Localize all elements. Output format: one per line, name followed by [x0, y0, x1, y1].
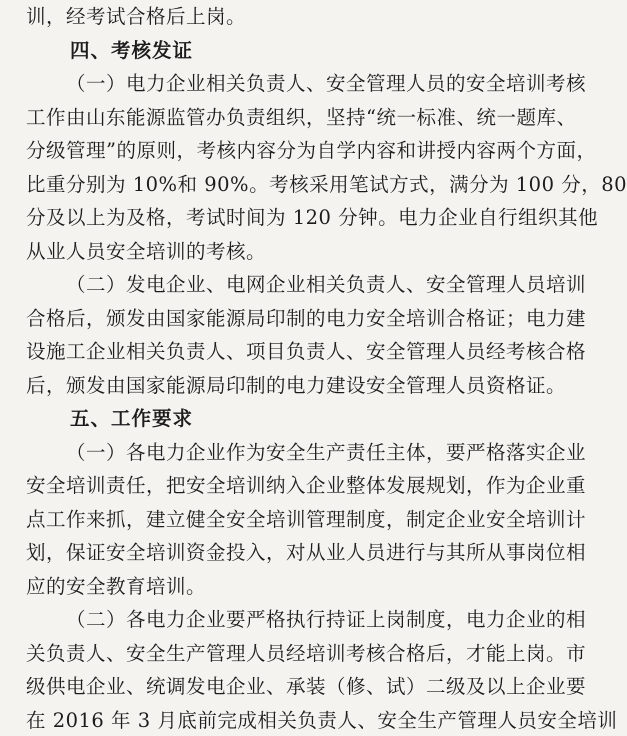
text-line: 从业人员安全培训的考核。 — [26, 239, 267, 263]
text-line: 训，经考试合格后上岗。 — [26, 5, 247, 28]
text-line: 关负责人、安全生产管理人员经培训考核合格后，才能上岗。市 — [26, 641, 587, 665]
text-line: 级供电企业、统调发电企业、承装（修、试）二级及以上企业要 — [26, 675, 587, 698]
text-line: 点工作来抓，建立健全安全培训管理制度，制定企业安全培训计 — [26, 507, 587, 531]
text-line: （一）各电力企业作为安全生产责任主体，要严格落实企业 — [66, 440, 587, 464]
text-line: 应的安全教育培训。 — [26, 574, 207, 598]
text-line: 比重分别为 10%和 90%。考核采用笔试方式，满分为 100 分，80 — [26, 172, 627, 196]
text-line: 划，保证安全培训资金投入，对从业人员进行与其所从事岗位相 — [26, 541, 587, 564]
text-line: 分及以上为及格，考试时间为 120 分钟。电力企业自行组织其他 — [26, 206, 599, 229]
text-line: 设施工企业相关负责人、项目负责人、安全管理人员经考核合格 — [26, 340, 587, 363]
section-heading-assessment: 四、考核发证 — [70, 38, 194, 62]
text-line: 在 2016 年 3 月底前完成相关负责人、安全生产管理人员安全培训 — [26, 708, 618, 732]
text-line: （一）电力企业相关负责人、安全管理人员的安全培训考核 — [66, 72, 587, 95]
text-line: 工作由山东能源监管办负责组织，坚持“统一标准、统一题库、 — [26, 105, 577, 129]
text-line: 分级管理”的原则，考核内容分为自学内容和讲授内容两个方面， — [26, 139, 597, 162]
text-line: 合格后，颁发由国家能源局印制的电力安全培训合格证；电力建 — [26, 306, 587, 330]
text-line: （二）各电力企业要严格执行持证上岗制度，电力企业的相 — [66, 608, 587, 631]
text-line: 后，颁发由国家能源局印制的电力建设安全管理人员资格证。 — [26, 373, 567, 397]
section-heading-requirements: 五、工作要求 — [70, 407, 194, 430]
text-line: （二）发电企业、电网企业相关负责人、安全管理人员培训 — [66, 273, 587, 296]
text-line: 安全培训责任，把安全培训纳入企业整体发展规划，作为企业重 — [26, 474, 587, 497]
